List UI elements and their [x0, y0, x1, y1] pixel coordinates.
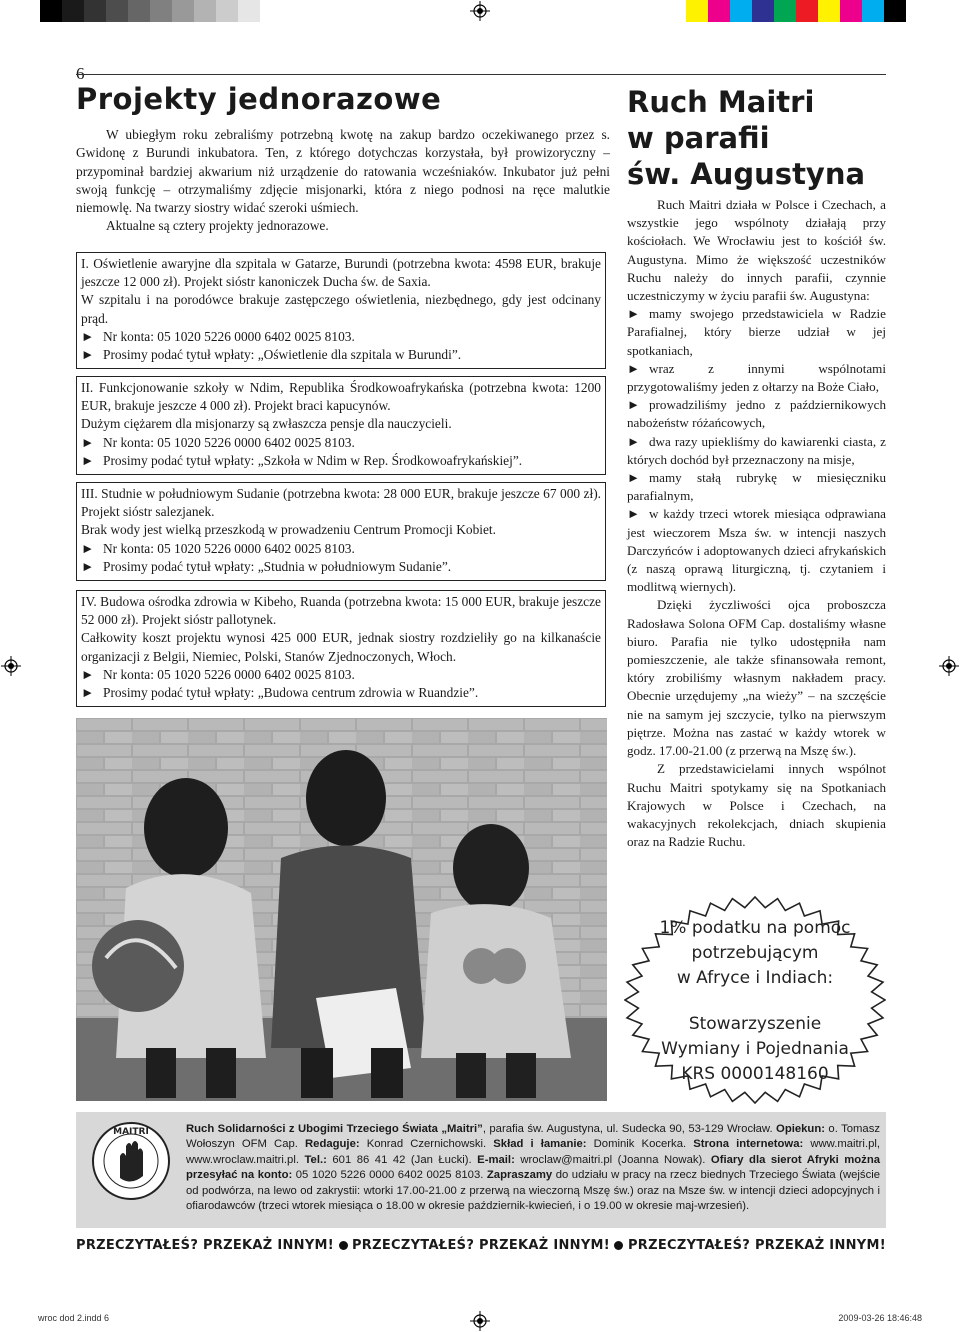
footer-label: Ofiary dla sierot Afryki można przesyłać na konto: — [186, 1153, 881, 1182]
intro-paragraph: Aktualne są cztery projekty jednorazowe. — [106, 218, 329, 234]
color-swatch — [84, 0, 106, 22]
arrow-icon: ► — [81, 540, 95, 556]
color-swatch — [40, 0, 62, 22]
footer-label: Redaguje: — [305, 1138, 360, 1151]
intro-paragraph: W ubiegłym roku zebraliśmy potrzebną kwotę na zakup bardzo oczekiwanego przez s. Gwidonę z Burundi inkubatora. Ten, z którego dotychczas korzystała, był prowizoryczny – przypominał bardziej akwarium niż urządzenie do ratowania wcześniaków. Inkubator już pełni swoją funkcję – otrzymaliśmy zdjęcie misjonarki, która z niego podnosi na ręce malutkie niemowlę. Na twarzy siostry widać szeroki uśmiech. — [76, 127, 610, 216]
arrow-icon: ► — [627, 506, 640, 522]
arrow-icon: ► — [81, 685, 95, 701]
slogan-bar — [76, 1238, 886, 1253]
color-swatch — [686, 0, 708, 22]
footer-label: Strona internetowa: — [693, 1138, 804, 1151]
project-title: II. Funkcjonowanie szkoły w Ndim, Republika Środkowoafrykańska (potrzebna kwota: 1200 EUR, brakuje jeszcze 4 000 zł). Projekt braci kapucynów. — [81, 380, 601, 414]
sidebar-title-line: w parafii — [627, 121, 770, 155]
project-transfer-title: Prosimy podać tytuł wpłaty: „Szkoła w Ndim w Rep. Środkowoafrykańskiej”. — [103, 452, 523, 468]
footer-label: Tel.: — [304, 1153, 327, 1166]
project-transfer-title: Prosimy podać tytuł wpłaty: „Budowa centrum zdrowia w Ruandzie”. — [103, 685, 479, 701]
footer-label: E-mail: — [477, 1153, 515, 1166]
slogan: PRZECZYTAŁEŚ? PRZEKAŻ INNYM! — [627, 1238, 886, 1253]
sidebar-bullet: w każdy trzeci wtorek miesiąca odprawiana jest wieczorem Msza św. w intencji naszych Darczyńców i adoptowanych dzieci afrykańskich (z naszą oprawą liturgiczną, tj. czytaniem i modlitwą wiernych). — [627, 506, 886, 595]
project-description: W szpitalu i na porodówce brakuje zastępczego oświetlenia, niezbędnego, gdy jest odcinany prąd. — [81, 292, 601, 326]
footer-website[interactable]: www.maitri.pl, www.wroclaw.maitri.pl. — [186, 1138, 881, 1166]
arrow-icon: ► — [627, 397, 640, 413]
arrow-icon: ► — [627, 360, 640, 376]
slug-timestamp: 2009-03-26 18:46:48 — [838, 1313, 922, 1323]
tax-badge — [624, 896, 886, 1104]
slogan: PRZECZYTAŁEŚ? PRZEKAŻ INNYM! — [351, 1238, 610, 1253]
children-photo — [76, 718, 607, 1101]
color-swatch — [238, 0, 260, 22]
project-box-4 — [76, 590, 606, 707]
color-swatch — [774, 0, 796, 22]
project-box-3 — [76, 482, 606, 581]
arrow-icon: ► — [81, 347, 95, 363]
badge-line: Wymiany i Pojednania — [661, 1039, 849, 1059]
sidebar-title-line: św. Augustyna — [627, 157, 866, 191]
project-account: Nr konta: 05 1020 5226 0000 6402 0025 8103. — [103, 666, 355, 682]
footer-value: Konrad Czernichowski. — [359, 1138, 494, 1151]
registration-gray-bars — [40, 0, 260, 22]
project-description: Dużym ciężarem dla misjonarzy są zwłaszcza pensje dla nauczycieli. — [81, 416, 452, 432]
footer-value: 601 86 41 42 (Jan Łucki). — [326, 1153, 478, 1166]
project-description: Brak wody jest wielką przeszkodą w prowadzeniu Centrum Promocji Kobiet. — [81, 522, 497, 538]
color-swatch — [752, 0, 774, 22]
project-title: I. Oświetlenie awaryjne dla szpitala w Gatarze, Burundi (potrzebna kwota: 4598 EUR, brakuje jeszcze 12 000 zł). Projekt sióstr kanoniczek Ducha św. de Saxia. — [81, 256, 601, 290]
slogan: PRZECZYTAŁEŚ? PRZEKAŻ INNYM! — [76, 1238, 335, 1253]
sidebar-bullet: prowadziliśmy jedno z październikowych nabożeństw różańcowych, — [627, 397, 886, 431]
color-swatch — [62, 0, 84, 22]
sidebar-bullet: mamy swojego przedstawiciela w Radzie Parafialnej, który bierze udział w jej spotkaniach, — [627, 306, 886, 358]
color-swatch — [150, 0, 172, 22]
footer-value: o. Tomasz Wołoszyn OFM Cap. — [186, 1123, 881, 1151]
arrow-icon: ► — [627, 433, 640, 449]
arrow-icon: ► — [81, 666, 95, 682]
footer-address: , parafia św. Augustyna, ul. Sudecka 90, 53-129 Wrocław. — [482, 1123, 773, 1135]
sidebar-bullet: wraz z innymi wspólnotami przygotowaliśmy jeden z ołtarzy na Boże Ciało, — [627, 360, 886, 395]
sidebar-title-line: Ruch Maitri — [627, 85, 815, 119]
slug-filename: wroc dod 2.indd 6 — [38, 1313, 110, 1323]
badge-line: Stowarzyszenie — [688, 1014, 822, 1034]
crosshair-icon — [470, 1, 490, 21]
maitri-logo — [90, 1120, 172, 1202]
arrow-icon: ► — [81, 434, 95, 450]
arrow-icon: ► — [81, 558, 95, 574]
project-account: Nr konta: 05 1020 5226 0000 6402 0025 8103. — [103, 540, 355, 556]
arrow-icon: ► — [627, 306, 640, 322]
color-swatch — [216, 0, 238, 22]
footer-label: Zapraszamy — [486, 1169, 553, 1182]
sidebar-paragraph: Dzięki życzliwości ojca proboszcza Radosława Solona OFM Cap. dostaliśmy własne biuro. Parafia nie tylko udostępniła nam pomieszczenie, ale także sfinansowała remont, który zrobiliśmy własnym nakładem pracy. Obecnie urzędujemy „na wieży” – na szczęście nie na samym jej szczycie, tylko na pierwszym piętrze. Można nas zastać w każdy wtorek w godz. 17.00-21.00 (z przerwą na Mszę św.). — [627, 597, 886, 759]
color-swatch — [884, 0, 906, 22]
color-swatch — [128, 0, 150, 22]
project-transfer-title: Prosimy podać tytuł wpłaty: „Oświetlenie dla szpitala w Burundi”. — [103, 347, 462, 363]
badge-line: w Afryce i Indiach: — [676, 968, 834, 988]
header-rule — [76, 74, 886, 75]
footer-value: 05 1020 5226 0000 6402 0025 8103. — [292, 1169, 487, 1182]
project-box-2 — [76, 376, 606, 475]
registration-color-bars — [686, 0, 906, 22]
crosshair-icon — [1, 656, 21, 676]
color-swatch — [106, 0, 128, 22]
project-account: Nr konta: 05 1020 5226 0000 6402 0025 8103. — [103, 328, 355, 344]
arrow-icon: ► — [81, 452, 95, 468]
color-swatch — [862, 0, 884, 22]
project-transfer-title: Prosimy podać tytuł wpłaty: „Studnia w południowym Sudanie”. — [103, 558, 452, 574]
badge-line: KRS 0000148160 — [681, 1064, 829, 1084]
footer-org-name: Ruch Solidarności z Ubogimi Trzeciego Świata „Maitri” — [186, 1123, 483, 1135]
project-title: III. Studnie w południowym Sudanie (potrzebna kwota: 28 000 EUR, brakuje jeszcze 67 000 zł). Projekt sióstr salezjanek. — [81, 486, 601, 520]
logo-lettering: MAITRI — [113, 1127, 149, 1137]
sidebar-paragraph: Ruch Maitri działa w Polsce i Czechach, a wszystkie jego wspólnoty działają przy kościołach. We Wrocławiu jest to kościół św. Augustyna. Mimo że większość uczestników Ruchu należy do innych parafii, czynnie uczestniczymy w życiu parafii św. Augustyna: — [627, 197, 886, 304]
sidebar-title — [627, 84, 865, 192]
color-swatch — [708, 0, 730, 22]
bullet-dot-icon — [614, 1241, 623, 1250]
color-swatch — [194, 0, 216, 22]
badge-line: 1% podatku na pomoc — [659, 918, 851, 938]
sidebar-bullet: dwa razy upiekliśmy do kawiarenki ciasta, z których dochód był przeznaczony na misje, — [627, 433, 886, 467]
project-account: Nr konta: 05 1020 5226 0000 6402 0025 8103. — [103, 434, 355, 450]
crosshair-icon — [939, 656, 959, 676]
footer-email[interactable]: wroclaw@maitri.pl (Joanna Nowak). — [514, 1153, 711, 1166]
color-swatch — [796, 0, 818, 22]
footer-label: Skład i łamanie: — [493, 1138, 587, 1151]
intro-text — [76, 126, 610, 236]
sidebar-paragraph: Z przedstawicielami innych wspólnot Ruchu Maitri spotykamy się na Spotkaniach Krajowych w Polsce i Czechach, na wakacyjnych rekolekcjach, dniach skupienia oraz na Radzie Ruchu. — [627, 761, 886, 850]
print-slug — [38, 1313, 922, 1323]
project-description: Całkowity koszt projektu wynosi 425 000 EUR, jednak siostry rozdzieliły go na kilkanaście organizacji z Belgii, Niemiec, Polski, Stanów Zjednoczonych, Włoch. — [81, 630, 601, 664]
footer-value: do udziału w pracy na rzecz biednych Trzeciego Świata (wejście od podwórza, na lewo od zakrystii: wtorki 17.00-21.00 z przerwą na wieczorną Mszę św.) oraz na Msze św. w intencji dzieci adopcyjnych i ofiarodawców (trzeci wtorek miesiąca o 18.00 w okresie październik-kwiecień, i o 19.00 w okresie maj-wrzesień). — [186, 1169, 881, 1213]
footer-value: Dominik Kocerka. — [586, 1138, 687, 1151]
arrow-icon: ► — [627, 470, 640, 486]
color-swatch — [840, 0, 862, 22]
project-box-1 — [76, 252, 606, 369]
footer-text — [186, 1122, 880, 1214]
badge-line: potrzebującym — [691, 943, 819, 963]
page-title: Projekty jednorazowe — [76, 82, 442, 116]
footer-label: Opiekun: — [776, 1123, 825, 1135]
arrow-icon: ► — [81, 328, 95, 344]
project-title: IV. Budowa ośrodka zdrowia w Kibeho, Ruanda (potrzebna kwota: 15 000 EUR, brakuje jeszcze 52 000 zł). Projekt sióstr pallotynek. — [81, 594, 601, 628]
color-swatch — [818, 0, 840, 22]
bullet-dot-icon — [339, 1241, 348, 1250]
sidebar-text — [627, 196, 886, 851]
color-swatch — [730, 0, 752, 22]
color-swatch — [172, 0, 194, 22]
sidebar-bullet: mamy stałą rubrykę w miesięczniku parafialnym, — [627, 470, 886, 504]
